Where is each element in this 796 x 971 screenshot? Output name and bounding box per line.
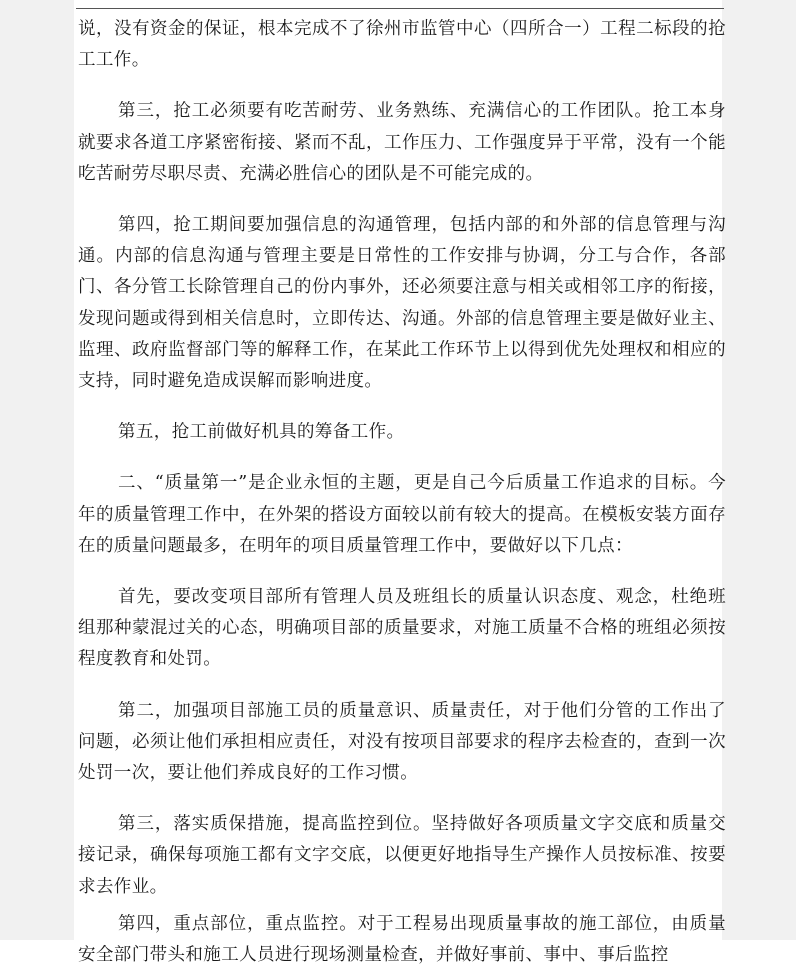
paragraph: 第四，重点部位，重点监控。对于工程易出现质量事故的施工部位，由质量安全部门带头和施工人员进行现场测量检查，并做好事前、事中、事后监控 [78, 913, 726, 966]
paragraph: 说，没有资金的保证，根本完成不了徐州市监管中心（四所合一）工程二标段的抢工工作。 [78, 19, 726, 71]
document-body [78, 14, 726, 971]
paragraph: 第五，抢工前做好机具的筹备工作。 [118, 422, 405, 443]
paragraph: 首先，要改变项目部所有管理人员及班组长的质量认识态度、观念，杜绝班组那种蒙混过关的心态，明确项目部的质量要求，对施工质量不合格的班组必须按程度教育和处罚。 [78, 587, 726, 670]
paragraph: 第三，落实质保措施，提高监控到位。坚持做好各项质量文字交底和质量交接记录，确保每项施工都有文字交底，以便更好地指导生产操作人员按标准、按要求去作业。 [78, 814, 726, 897]
page-margin-left [0, 0, 74, 940]
page-margin-right [722, 0, 796, 940]
paragraph: 第二，加强项目部施工员的质量意识、质量责任，对于他们分管的工作出了问题，必须让他们承担相应责任，对没有按项目部要求的程序去检查的，查到一次处罚一次，要让他们养成良好的工作习惯。 [78, 700, 726, 784]
header-rule [76, 8, 724, 9]
paragraph: 第三，抢工必须要有吃苦耐劳、业务熟练、充满信心的工作团队。抢工本身就要求各道工序紧密衔接、紧而不乱，工作压力、工作强度异于平常，没有一个能吃苦耐劳尽职尽责、充满必胜信心的团队是不可能完成的。 [78, 101, 726, 184]
paragraph: 二、“质量第一”是企业永恒的主题，更是自己今后质量工作追求的目标。今年的质量管理工作中，在外架的搭设方面较以前有较大的提高。在模板安装方面存在的质量问题最多，在明年的项目质量管理工作中，要做好以下几点： [78, 473, 726, 556]
paragraph: 第四，抢工期间要加强信息的沟通管理，包括内部的和外部的信息管理与沟通。内部的信息沟通与管理主要是日常性的工作安排与协调，分工与合作，各部门、各分管工长除管理自己的份内事外，还必须要注意与相关或相邻工序的衔接，发现问题或得到相关信息时，立即传达、沟通。外部的信息管理主要是做好业主、监理、政府监督部门等的解释工作，在某此工作环节上以得到优先处理权和相应的支持，同时避免造成误解而影响进度。 [78, 215, 726, 392]
